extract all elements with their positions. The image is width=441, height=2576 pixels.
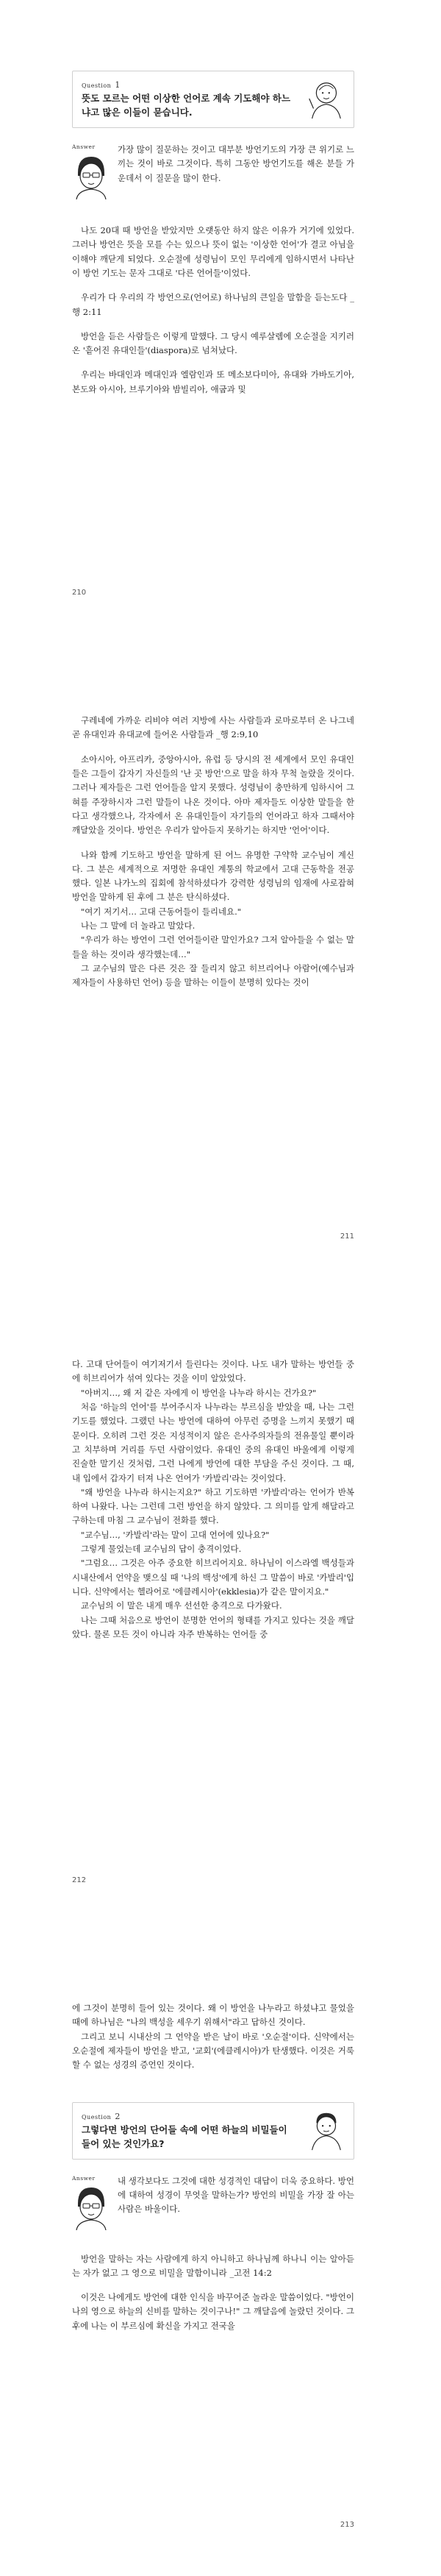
answer-head: [72, 143, 112, 204]
page-number: 211: [340, 1232, 354, 1241]
body-paragraph: 나와 함께 기도하고 방언을 말하게 된 어느 유명한 구약학 교수님이 계신다. 그 분은 세계적으로 저명한 유대인 계통의 학교에서 고대 근동학을 전공했다. 일본 나가노의 집회에 참석하셨다가 강력한 성령님의 임재에 사로잡혀 방언을 말하게 된 후에 그 분은 탄식하셨다.: [72, 849, 354, 903]
scripture-quote: 우리가 다 우리의 각 방언으로(언어로) 하나님의 큰일을 말함을 듣는도다 _행 2:11: [72, 292, 354, 317]
dialog-line: "여기 저기서… 고대 근동어들이 들리네요.": [81, 906, 242, 917]
dialog-line: "그럼요… 그것은 아주 중요한 히브리어지요. 하나님이 이스라엘 백성들과 시내산에서 언약을 맺으실 때 '나의 백성'에게 하신 그 말씀이 바로 '카발리'입니다. 신약에서는 헬라어로 '에클레시아'(ekklesia)가 같은 말이지요.": [72, 1558, 354, 1597]
page-number: 213: [340, 2521, 354, 2530]
body-paragraph: 그리고 보니 시내산의 그 언약을 받은 날이 바로 '오순절'이다. 신약에서는 오순절에 제자들이 방언을 받고, '교회'(에클레시아)가 탄생했다. 이것은 거룩할 수 없는 성경의 증언인 것이다.: [72, 2031, 354, 2071]
body-paragraph: 소아시아, 아프리카, 중앙아시아, 유럽 등 당시의 전 세계에서 모인 유대인들은 그들이 갑자기 자신들의 '난 곳 방언'으로 말을 하자 무척 놀랐을 것이다. 그러나 제자들은 그런 언어들을 알지 못했다. 성령님이 충만하게 임하시어 그 혀를 주장하시자 그런 말들이 나온 것이다. 아마 제자들도 이상한 말들을 한다고 생각했으나, 각자에서 온 유대인들이 자기들의 언어라고 하자 그때서야 깨달았을 것이다. 방언은 우리가 알아듣지 못하기는 하지만 '언어'이다.: [72, 753, 354, 836]
dialog-line: 그 교수님의 말은 다른 것은 잘 들리지 않고 히브리어나 아람어(예수님과 제자들이 사용하던 언어) 등을 말하는 이들이 분명히 있다는 것이: [72, 963, 354, 988]
answer-first-paragraph: 가장 많이 질문하는 것이고 대부분 방언기도의 가장 큰 위기로 느끼는 것이 바로 그것이다. 특히 그동안 방언기도를 해온 분들 가운데서 이 질문을 많이 한다.: [118, 143, 354, 183]
question-number: 1: [115, 80, 121, 90]
questioner-illustration-icon: [304, 77, 346, 120]
dialog-line: "아버지…, 왜 저 같은 자에게 이 방언을 나누라 하시는 건가요?": [81, 1387, 317, 1398]
body-paragraph: 처음 '하늘의 언어'를 부어주시자 나누라는 부르심을 받았을 때, 나는 그런 기도를 했었다. 그랬던 나는 방언에 대하여 아무런 증명을 느끼지 못했기 때문이다. 오히려 그런 것은 지성적이지 않은 은사주의자들의 전유물일 뿐이라고 치부하며 거리를 두던 사람이었다. 유대인 중의 유대인 바울에게 이렇게 진술한 말기신 것처럼, 그런 나에게 방언에 대한 부담을 주신 것이다. 그 때, 내 입에서 갑자기 터져 나온 언어가 '카발리'라는 것이었다.: [72, 1401, 354, 1483]
page-number: 210: [72, 589, 87, 597]
scripture-quote: 방언을 말하는 자는 사람에게 하지 아니하고 하나님께 하나니 이는 알아듣는 자가 없고 그 영으로 비밀을 말함이니라 _고전 14:2: [72, 2253, 354, 2278]
question-label: [82, 79, 295, 92]
question-text: 그렇다면 방언의 단어들 속에 어떤 하늘의 비밀들이 들어 있는 것인가요?: [82, 2124, 287, 2149]
question-label-text: Question: [82, 2113, 112, 2121]
answer-label: Answer: [72, 143, 96, 150]
answer-block: [72, 2174, 354, 2248]
question-box: [72, 71, 354, 128]
body-paragraph: "왜 방언을 나누라 하시는지요?" 하고 기도하면 '카발리'라는 언어가 반복하여 나왔다. 나는 그런데 그런 방언을 하지 않았다. 그 의미를 알게 해달라고 구하는데 마침 그 교수님이 전화를 했다.: [72, 1486, 354, 1526]
dialog-line: 교수님의 이 말은 내게 매우 선선한 충격으로 다가왔다.: [81, 1600, 282, 1611]
questioner-illustration-icon: [304, 2109, 346, 2151]
body-paragraph: 방언을 듣은 사람들은 이렇게 말했다. 그 당시 예루살렘에 오순절을 지키러 온 '흩어진 유대인들'(diaspora)로 넘쳐났다.: [72, 330, 354, 356]
scripture-quote: 우리는 바대인과 메대인과 엘람인과 또 메소보다미아, 유대와 가바도기아, 본도와 아시아, 브루기아와 밤빌리아, 애굽과 및: [72, 369, 354, 394]
dialog-line: 그렇게 물었는데 교수님의 답이 충격이었다.: [81, 1544, 242, 1555]
book-page: [0, 644, 441, 1288]
body-paragraph: 이것은 나에게도 방언에 대한 인식을 바꾸어준 놀라운 말씀이었다. "방언이 나의 영으로 하늘의 신비를 말하는 것이구나!" 그 깨달음에 놀랐던 것이다. 그 후에 나는 이 부르심에 확신을 가지고 전국을: [72, 2292, 354, 2331]
page-content: [72, 2001, 354, 2343]
answer-label: Answer: [72, 2174, 96, 2182]
page-number: 212: [72, 1876, 87, 1885]
question-text: 뜻도 모르는 어떤 이상한 언어로 계속 기도해야 하느냐고 많은 이들이 묻습니다.: [82, 93, 291, 118]
scripture-quote: 구레네에 가까운 리비야 여러 지방에 사는 사람들과 로마로부터 온 나그네 곧 유대인과 유대교에 들어온 사람들과 _행 2:9,10: [72, 715, 354, 740]
answer-first-paragraph: 내 생각보다도 그것에 대한 성경적인 대답이 더욱 중요하다. 방언에 대하여 성경이 무엇을 말하는가? 방언의 비밀을 가장 잘 아는 사람은 바울이다.: [118, 2175, 354, 2215]
book-page: [0, 0, 441, 644]
answer-head: [72, 2174, 112, 2235]
author-illustration-icon: [72, 154, 109, 199]
dialog-line: 나는 그 말에 더 놀라고 말았다.: [81, 920, 196, 932]
author-illustration-icon: [72, 2185, 109, 2230]
dialog-line: "우리가 하는 방언이 그런 언어들이란 말인가요? 그저 알아들을 수 없는 말들을 하는 것이라 생각했는데…": [72, 934, 354, 959]
body-paragraph: 나는 그때 처음으로 방언이 분명한 언어의 형태를 가지고 있다는 것을 깨달았다. 물론 모든 것이 아니라 자주 반복하는 언어들 중: [72, 1614, 354, 1639]
page-content: [72, 1358, 354, 1642]
body-paragraph: 다. 고대 단어들이 여기저기서 들린다는 것이다. 나도 내가 말하는 방언들 중에 히브리어가 섞여 있다는 것을 이미 알았었다.: [72, 1359, 354, 1384]
question-box: [72, 2102, 354, 2160]
book-page: [0, 1931, 441, 2576]
question-label-text: Question: [82, 82, 112, 89]
page-content: [72, 71, 354, 407]
dialog-line: "교수님…, '카발리'라는 말이 고대 언어에 있나요?": [81, 1529, 270, 1540]
question-label: [82, 2110, 295, 2123]
book-page: [0, 1288, 441, 1931]
body-paragraph: 에 그것이 분명히 들어 있는 것이다. 왜 이 방언을 나누라고 하셨냐고 물었을 때에 하나님은 "나의 백성을 세우기 위해서"라고 답하신 것이다.: [72, 2003, 354, 2028]
question-number: 2: [115, 2111, 121, 2121]
page-content: [72, 714, 354, 990]
body-paragraph: 나도 20대 때 방언을 받았지만 오랫동안 하지 않은 이유가 거기에 있었다. 그러나 방언은 뜻을 모를 수는 있으나 뜻이 없는 '이상한 언어'가 결코 아님을 이해야 깨닫게 되었다. 오순절에 성령님이 모인 무리에게 임하시면서 나타난 이 방언 기도는 문자 그대로 '다른 언어들'이었다.: [72, 224, 354, 278]
answer-block: [72, 143, 354, 216]
